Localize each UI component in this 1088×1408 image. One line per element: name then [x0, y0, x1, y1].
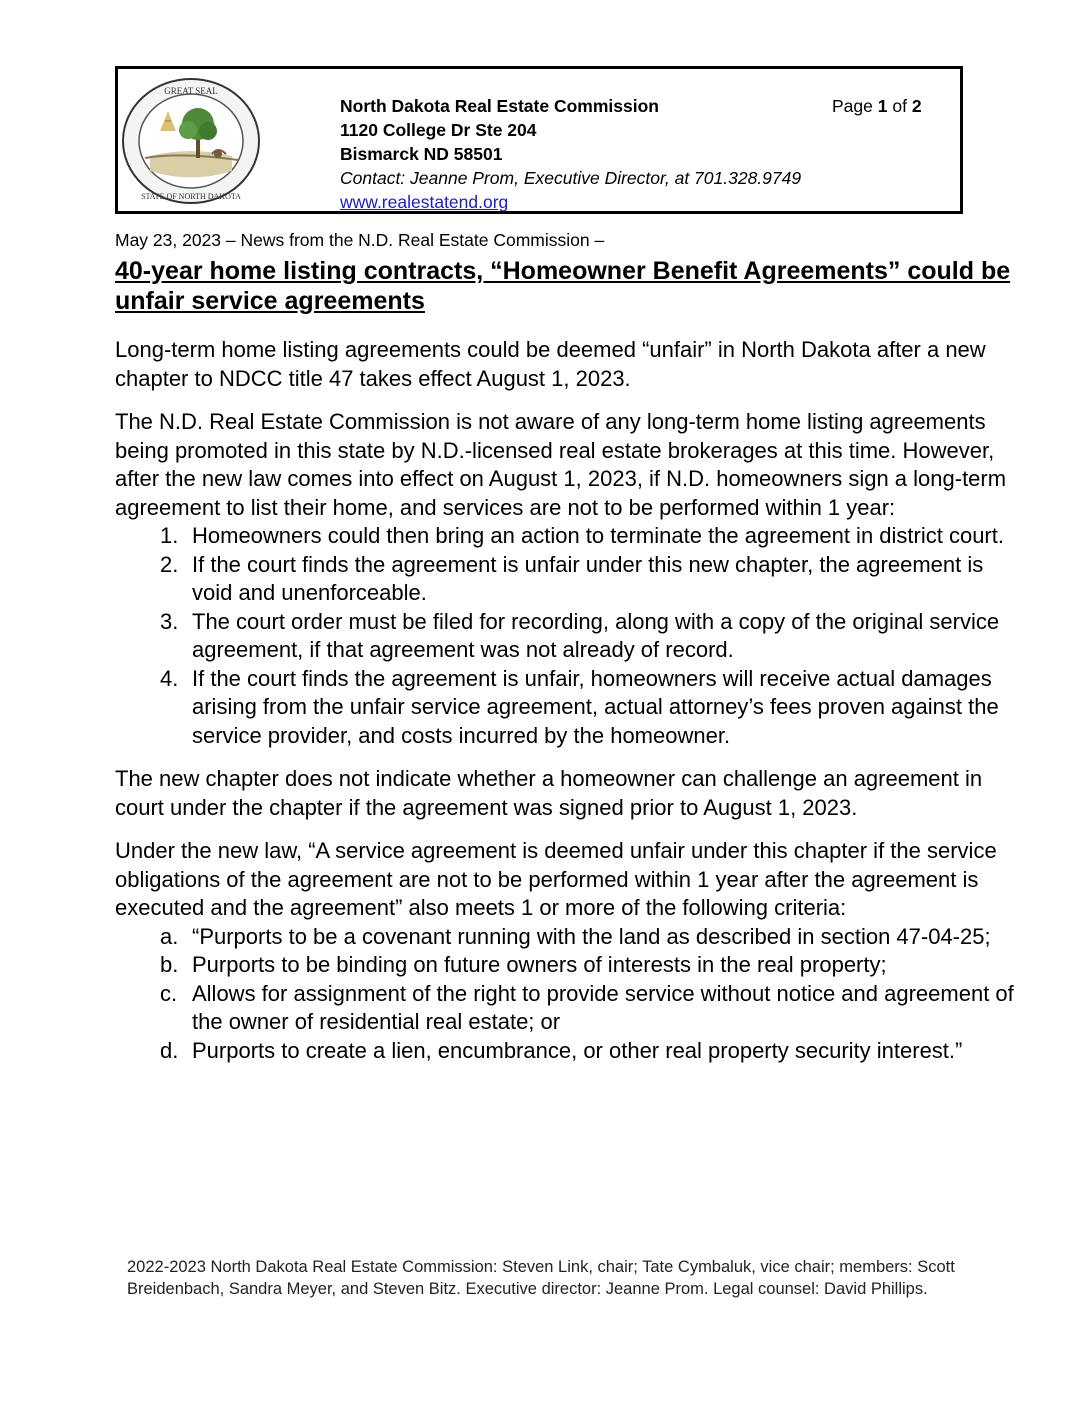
list-marker: 1. [160, 523, 179, 548]
page-number [832, 94, 922, 118]
website-link[interactable]: www.realestatend.org [340, 192, 509, 212]
list-marker: d. [160, 1037, 179, 1063]
address-line-2: Bismarck ND 58501 [340, 144, 503, 164]
page-of: of [892, 96, 907, 116]
list-item [115, 923, 1025, 952]
list-item-text: If the court finds the agreement is unfair, homeowners will receive actual damages arising from the unfair service agreement, actual attorney’s fees proven against the service provider, and costs incurred by the homeowner. [192, 665, 999, 748]
page-current: 1 [877, 96, 888, 116]
list-item [115, 1037, 1025, 1066]
organization-info [340, 94, 801, 214]
list-item [115, 665, 1025, 751]
lettered-list [115, 923, 1025, 1066]
dateline: May 23, 2023 – News from the N.D. Real Estate Commission – [115, 230, 605, 250]
address-line-1: 1120 College Dr Ste 204 [340, 120, 537, 140]
list-marker: c. [160, 980, 178, 1006]
paragraph-challenge: The new chapter does not indicate whether a homeowner can challenge an agreement in court under the chapter if the agreement was signed prior to August 1, 2023. [115, 766, 983, 820]
contact-line: Contact: Jeanne Prom, Executive Director, at 701.328.9749 [340, 168, 802, 188]
commission-footer: 2022-2023 North Dakota Real Estate Commission: Steven Link, chair; Tate Cymbaluk, vice chair; members: Scott Breidenbach, Sandra Meyer, and Steven Bitz. Executive director: Jeanne Prom. Legal counsel: David Phillips. [127, 1258, 955, 1298]
paragraph-intro: Long-term home listing agreements could be deemed “unfair” in North Dakota after a new chapter to NDCC title 47 takes effect August 1, 2023. [115, 337, 986, 391]
page-total: 2 [911, 96, 922, 116]
list-item-text: The court order must be filed for recording, along with a copy of the original service agreement, if that agreement was not already of record. [192, 608, 1000, 662]
list-marker: a. [160, 923, 179, 949]
article-body [115, 336, 1025, 1080]
list-marker: 4. [160, 665, 179, 691]
seal-text-top: GREAT SEAL [164, 86, 218, 96]
seal-text-bottom: STATE OF NORTH DAKOTA [141, 192, 241, 201]
org-name: North Dakota Real Estate Commission [340, 96, 659, 116]
list-item [115, 522, 1025, 551]
list-item-text: If the court finds the agreement is unfair under this new chapter, the agreement is void and unenforceable. [192, 551, 984, 605]
paragraph-awareness: The N.D. Real Estate Commission is not aware of any long-term home listing agreements being promoted in this state by N.D.-licensed real estate brokerages at this time. However, after the new law comes into effect on August 1, 2023, if N.D. homeowners sign a long-term agreement to list their home, and services are not to be performed within 1 year: [115, 409, 1007, 520]
list-item [115, 608, 1025, 665]
list-item-text: Purports to create a lien, encumbrance, or other real property security interest.” [192, 1037, 963, 1063]
paragraph-criteria: Under the new law, “A service agreement is deemed unfair under this chapter if the service obligations of the agreement are not to be performed within 1 year after the agreement is executed and the agreement” also meets 1 or more of the following criteria: [115, 838, 997, 920]
list-item-text: “Purports to be a covenant running with the land as described in section 47-04-25; [192, 923, 991, 949]
list-marker: b. [160, 952, 179, 977]
list-marker: 2. [160, 551, 179, 577]
list-item [115, 551, 1025, 608]
list-item-text: Allows for assignment of the right to provide service without notice and agreement of the owner of residential real estate; or [192, 980, 1014, 1034]
numbered-list [115, 522, 1025, 750]
list-item [115, 980, 1025, 1037]
list-marker: 3. [160, 608, 179, 634]
list-item-text: Purports to be binding on future owners of interests in the real property; [192, 952, 887, 977]
great-seal-icon [120, 76, 262, 206]
headline: 40-year home listing contracts, “Homeowner Benefit Agreements” could be unfair service agreements [115, 257, 1011, 315]
list-item [115, 951, 1025, 980]
list-item-text: Homeowners could then bring an action to terminate the agreement in district court. [192, 523, 1004, 548]
page-label: Page [832, 96, 873, 116]
